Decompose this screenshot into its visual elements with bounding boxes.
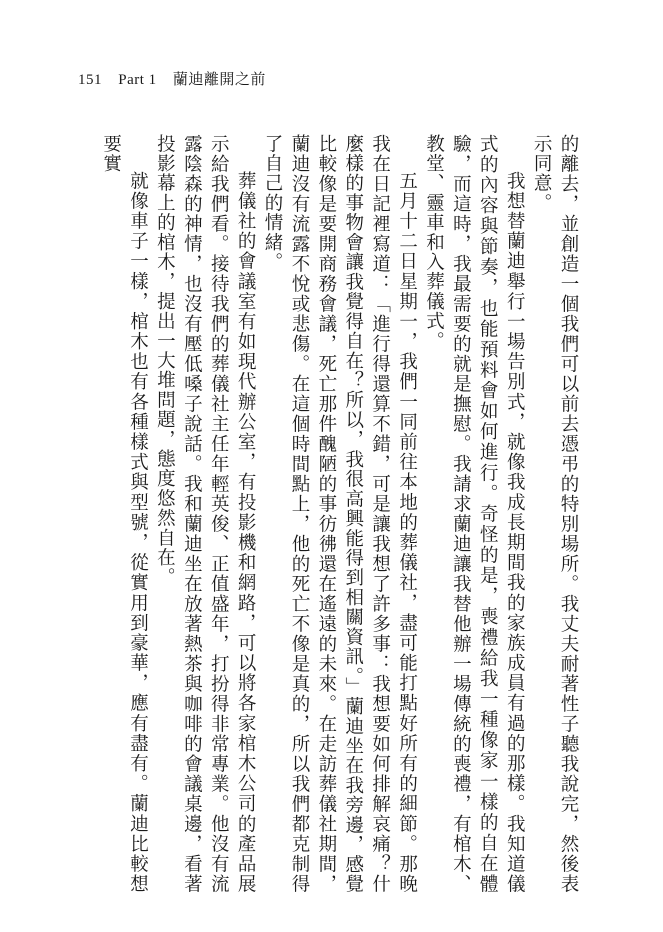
running-header	[78, 68, 278, 89]
chapter-title: 蘭迪離開之前	[172, 72, 266, 88]
paragraph: 我想替蘭迪舉行一場告別式，就像我成長期間我的家族成員有過的那樣。我知道儀式的內容與節奏，也能預料會如何進行。奇怪的是，喪禮給我一種像家一樣的自在體驗，而這時，我最需要的就是撫慰。我請求蘭迪讓我替他辦一場傳統的喪禮，有棺木、教堂、靈車和入葬儀式。	[423, 134, 526, 894]
paragraph: 五月十二日星期一，我們一同前往本地的葬儀社，盡可能打點好所有的細節。那晚我在日記裡寫道：「進行得還算不錯，可是讓我想了許多事：我想要如何排解哀痛？什麼樣的事物會讓我覺得自在？所以，我很高興能得到相關資訊。」蘭迪坐在我旁邊，感覺比較像是要開商務會議，死亡那件醜陋的事彷彿還在遙遠的未來。在走訪葬儀社期間，蘭迪沒有流露不悅或悲傷。在這個時間點上，他的死亡不像是真的，所以我們都克制得了自己的情緒。	[262, 134, 418, 894]
paragraph: 就像車子一樣，棺木也有各種樣式與型號，從實用到豪華，應有盡有。蘭迪比較想要實	[100, 134, 149, 894]
paragraph: 的離去，並創造一個我們可以前去憑弔的特別場所。我丈夫耐著性子聽我說完，然後表示同意。	[531, 134, 579, 894]
part-label: Part 1	[118, 72, 157, 88]
vertical-body-text	[100, 134, 581, 894]
page-number: 151	[78, 72, 102, 88]
paragraph: 葬儀社的會議室有如現代辦公室，有投影機和網路，可以將各家棺木公司的產品展示給我們看。接待我們的葬儀社主任年輕英俊、正值盛年，打扮得非常專業。他沒有流露陰森的神情，也沒有壓低嗓子說話。我和蘭迪坐在放著熱茶與咖啡的會議桌邊，看著投影幕上的棺木，提出一大堆問題，態度悠然自在。	[154, 134, 257, 894]
